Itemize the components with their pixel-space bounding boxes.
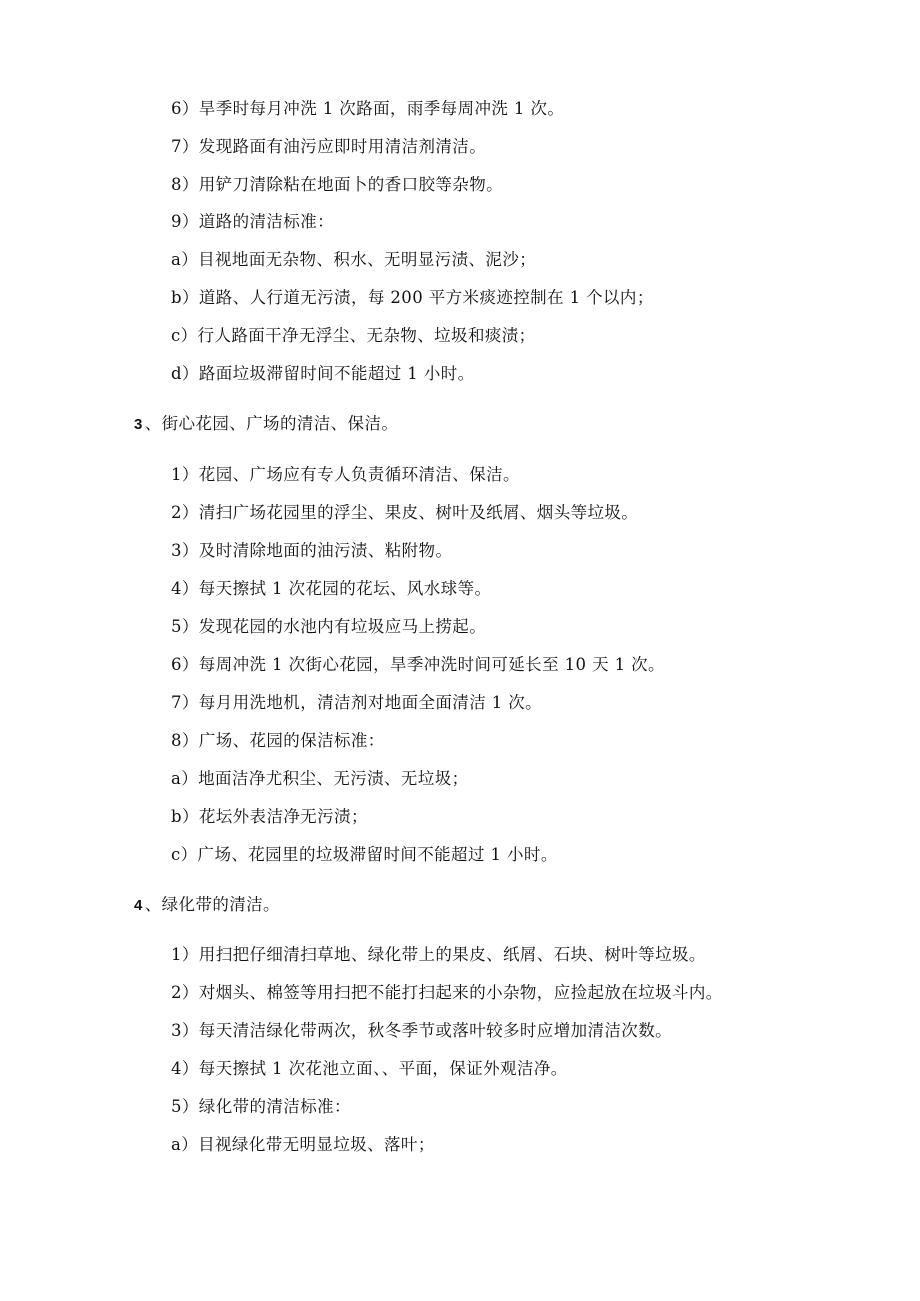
list-item: 1）用扫把仔细清扫草地、绿化带上的果皮、纸屑、石块、树叶等垃圾。 [171, 945, 706, 964]
list-item: 7）发现路面有油污应即时用清洁剂清洁。 [171, 137, 487, 156]
list-item: 3）及时清除地面的油污渍、粘附物。 [171, 541, 453, 560]
list-item: a）目视绿化带无明显垃圾、落叶； [171, 1135, 435, 1154]
list-item: 2）清扫广场花园里的浮尘、果皮、树叶及纸屑、烟头等垃圾。 [171, 503, 639, 522]
list-item: 3）每天清洁绿化带两次，秋冬季节或落叶较多时应增加清洁次数。 [171, 1021, 672, 1040]
section-number: 3 [134, 416, 143, 433]
list-item: a）地面洁净尤积尘、无污渍、无垃圾； [171, 769, 469, 788]
section-title: 、街心花园、广场的清洁、保洁。 [144, 414, 399, 433]
list-item: 8）用铲刀清除粘在地面卜的香口胶等杂物。 [171, 175, 503, 194]
list-item: b）花坛外表洁净无污渍； [171, 807, 368, 826]
list-item: 8）广场、花园的保洁标准： [171, 731, 385, 750]
list-item: 1）花园、广场应有专人负责循环清洁、保洁。 [171, 465, 520, 484]
section-title: 、绿化带的清洁。 [144, 895, 280, 914]
list-item: 5）发现花园的水池内有垃圾应马上捞起。 [171, 617, 487, 636]
list-item: a）目视地面无杂物、积水、无明显污渍、泥沙； [171, 250, 537, 269]
list-item: 4）每天擦拭 1 次花园的花坛、风水球等。 [171, 579, 492, 598]
list-item: 4）每天擦拭 1 次花池立面、、平面，保证外观洁净。 [171, 1059, 568, 1078]
list-item: c）行人路面干净无浮尘、无杂物、垃圾和痰渍； [171, 326, 536, 345]
list-item: 9）道路的清洁标准： [171, 212, 334, 231]
list-item: 2）对烟头、棉签等用扫把不能打扫起来的小杂物，应捡起放在垃圾斗内。 [171, 983, 723, 1002]
list-item: b）道路、人行道无污渍，每 200 平方米痰迹控制在 1 个以内； [171, 288, 654, 307]
list-item: 6）每周冲洗 1 次街心花园，旱季冲洗时间可延长至 10 天 1 次。 [171, 655, 665, 674]
list-item: d）路面垃圾滞留时间不能超过 1 小时。 [171, 364, 475, 383]
list-item: c）广场、花园里的垃圾滞留时间不能超过 1 小时。 [171, 845, 558, 864]
list-item: 5）绿化带的清洁标准： [171, 1097, 351, 1116]
section-heading [134, 414, 398, 435]
list-item: 7）每月用洗地机，清洁剂对地面全面清洁 1 次。 [171, 693, 543, 712]
section-number: 4 [134, 897, 143, 914]
section-heading [134, 895, 280, 916]
list-item: 6）旱季时每月冲洗 1 次路面，雨季每周冲洗 1 次。 [171, 99, 565, 118]
